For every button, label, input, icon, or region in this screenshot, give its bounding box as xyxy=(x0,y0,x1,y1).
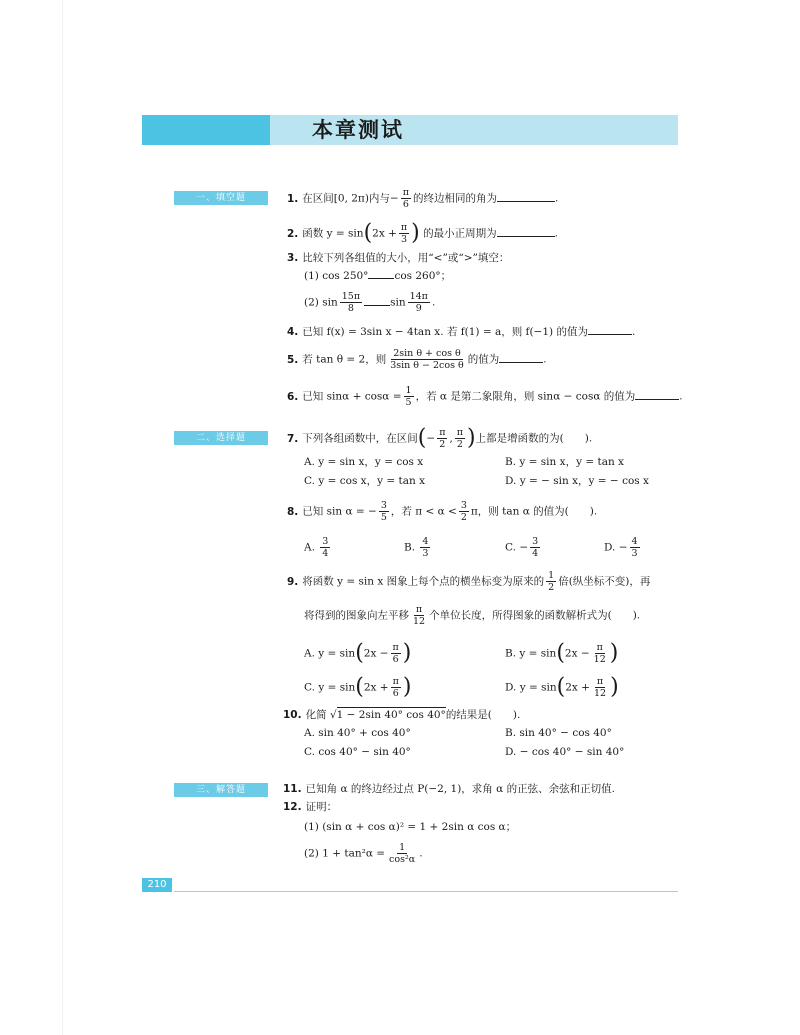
question-12-part-1: (1) (sin α + cos α)² = 1 + 2sin α cos α； xyxy=(304,821,517,833)
question-12: 12. 证明： xyxy=(283,801,338,813)
question-3-part-1: (1) cos 250° cos 260°； xyxy=(304,270,452,282)
question-12-part-2: (2) 1 + tan²α = $\frac{1}{\text{cos²α}}$ . xyxy=(304,842,423,865)
title-accent-block xyxy=(142,115,270,145)
question-6: 6. 已知 sinα + cosα = $\frac{1}{5}$ ，若 α 是第二象限角，则 sinα − cosα 的值为 . xyxy=(287,385,683,408)
question-5: 5. 若 tan θ = 2，则 $\frac{\text{2sin θ + cos θ}}{\text{3sin θ − 2cos θ}}$ 的值为 . xyxy=(287,348,547,371)
question-9-line-1: 9. 将函数 y = sin x 图象上每个点的横坐标变为原来的 $\frac{1}{2}$ 倍(纵坐标不变)，再 xyxy=(287,570,651,593)
question-9-line-2: 将得到的图象向左平移 $\frac{\pi}{12}$ 个单位长度，所得图象的函数解析式为( ). xyxy=(304,604,641,627)
section-label-multiple-choice: 二、选择题 xyxy=(174,431,268,445)
question-7: 7. 下列各组函数中，在区间(− $\frac{\pi}{2}$ , $\frac{\pi}{2}$ )上都是增函数的为( ). xyxy=(287,425,593,451)
option-8a[interactable]: A. $\frac{3}{4}$ xyxy=(304,536,329,559)
option-7a[interactable]: A. y = sin x，y = cos x xyxy=(304,456,424,468)
option-7c[interactable]: C. y = cos x，y = tan x xyxy=(304,475,425,487)
option-7d[interactable]: D. y = − sin x，y = − cos x xyxy=(505,475,649,487)
section-label-fill-blank: 一、填空题 xyxy=(174,191,268,205)
option-9d[interactable]: D. y = sin(2x + $\frac{\pi}{12}$ ) xyxy=(505,674,619,700)
question-10: 10. 化简 √1 − 2sin 40° cos 40°的结果是( ). xyxy=(283,709,521,721)
answer-blank[interactable] xyxy=(497,226,555,237)
option-8d[interactable]: D. − $\frac{4}{3}$ xyxy=(604,536,638,559)
option-9b[interactable]: B. y = sin(2x − $\frac{\pi}{12}$ ) xyxy=(505,640,619,666)
question-3: 3. 比较下列各组值的大小，用“<”或“>”填空： xyxy=(287,252,510,264)
answer-blank[interactable] xyxy=(368,268,394,279)
chapter-title-banner xyxy=(142,115,678,145)
answer-blank[interactable] xyxy=(364,295,390,306)
page-number: 210 xyxy=(142,878,172,892)
answer-blank[interactable] xyxy=(588,324,632,335)
question-3-part-2: (2) sin $\frac{15\pi}{8}$ sin $\frac{14\pi}{9}$ . xyxy=(304,291,436,314)
option-8b[interactable]: B. $\frac{4}{3}$ xyxy=(404,536,429,559)
question-1: 1. 在区间[0, 2π)内与− $\frac{\pi}{6}$ 的终边相同的角为 . xyxy=(287,187,559,210)
section-label-answer: 三、解答题 xyxy=(174,783,268,797)
option-10d[interactable]: D. − cos 40° − sin 40° xyxy=(505,746,625,758)
question-8: 8. 已知 sin α = − $\frac{3}{5}$ ，若 π < α < $\frac{3}{2}$ π，则 tan α 的值为( ). xyxy=(287,500,598,523)
option-10b[interactable]: B. sin 40° − cos 40° xyxy=(505,727,612,739)
page-edge xyxy=(62,0,63,1035)
answer-blank[interactable] xyxy=(635,389,679,400)
option-9c[interactable]: C. y = sin(2x + $\frac{\pi}{6}$ ) xyxy=(304,674,412,700)
option-10c[interactable]: C. cos 40° − sin 40° xyxy=(304,746,411,758)
answer-blank[interactable] xyxy=(499,352,543,363)
option-7b[interactable]: B. y = sin x，y = tan x xyxy=(505,456,624,468)
footer-rule xyxy=(174,891,678,892)
answer-blank[interactable] xyxy=(497,191,555,202)
question-4: 4. 已知 f(x) = 3sin x − 4tan x. 若 f(1) = a，则 f(−1) 的值为 . xyxy=(287,326,636,338)
option-8c[interactable]: C. − $\frac{3}{4}$ xyxy=(505,536,539,559)
option-9a[interactable]: A. y = sin(2x − $\frac{\pi}{6}$ ) xyxy=(304,640,412,666)
chapter-title: 本章测试 xyxy=(312,118,404,142)
question-11: 11. 已知角 α 的终边经过点 P(−2, 1)，求角 α 的正弦、余弦和正切值. xyxy=(283,783,615,795)
question-2: 2. 函数 y = sin(2x + $\frac{\pi}{3}$ ) 的最小正周期为 . xyxy=(287,220,558,246)
option-10a[interactable]: A. sin 40° + cos 40° xyxy=(304,727,411,739)
